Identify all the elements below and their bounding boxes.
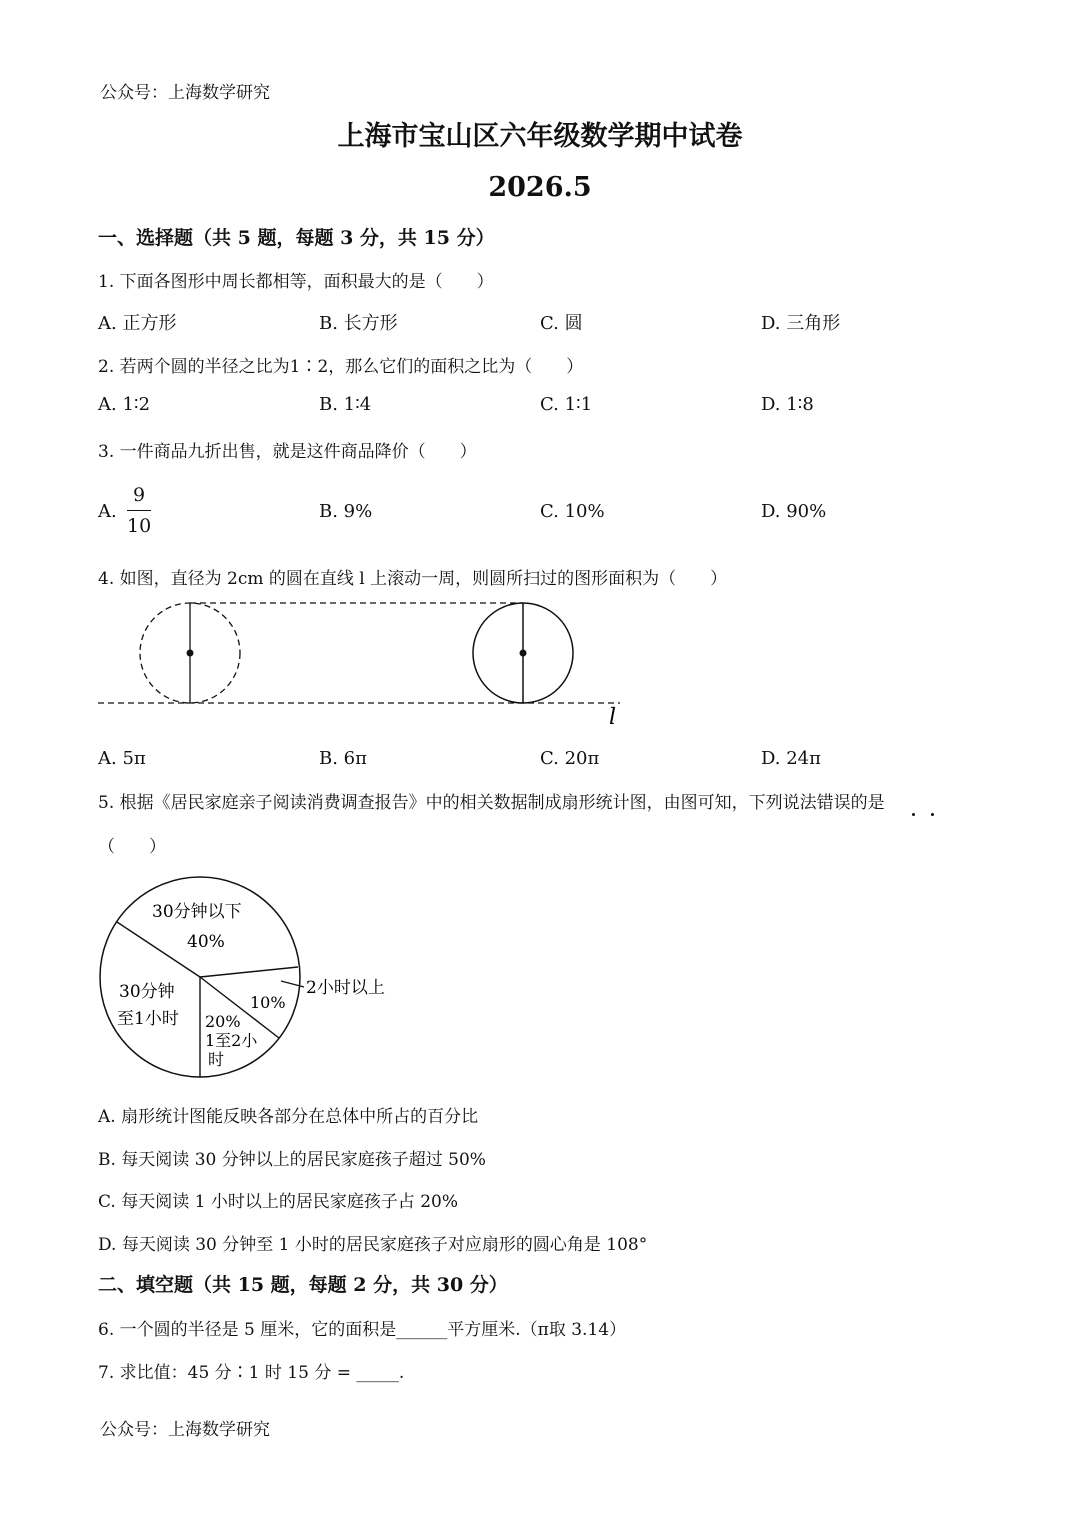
section-1-heading: 一、选择题（共 5 题，每题 3 分，共 15 分） — [98, 227, 495, 249]
emphasis-dot — [931, 813, 934, 816]
question-3: 3. 一件商品九折出售，就是这件商品降价（ ） — [98, 442, 477, 462]
q4-option-c: C. 20π — [540, 748, 600, 769]
q4-option-a: A. 5π — [98, 748, 146, 769]
question-5-paren: （ ） — [98, 837, 166, 857]
slice-label-under-30min: 30分钟以下 — [152, 902, 242, 922]
q2-option-b: B. 1∶4 — [319, 394, 372, 415]
exam-date: 2026.5 — [488, 172, 592, 203]
question-6: 6. 一个圆的半径是 5 厘米，它的面积是______平方厘米.（π取 3.14） — [98, 1320, 627, 1340]
q2-option-c: C. 1∶1 — [540, 394, 593, 415]
q1-option-c: C. 圆 — [540, 313, 583, 334]
question-7: 7. 求比值：45 分∶1 时 15 分 = _____. — [98, 1363, 405, 1383]
slice-pct-under-30min: 40% — [187, 932, 225, 952]
emphasis-dot — [912, 813, 915, 816]
q1-option-a: A. 正方形 — [98, 313, 177, 334]
q5-option-a: A. 扇形统计图能反映各部分在总体中所占的百分比 — [98, 1107, 479, 1127]
q5-option-d: D. 每天阅读 30 分钟至 1 小时的居民家庭孩子对应扇形的圆心角是 108° — [98, 1235, 648, 1255]
question-4: 4. 如图，直径为 2cm 的圆在直线 l 上滚动一周，则圆所扫过的图形面积为（ ） — [98, 569, 728, 589]
q1-option-b: B. 长方形 — [319, 313, 398, 334]
rolling-circle-figure — [90, 596, 650, 731]
fraction-denominator: 10 — [127, 515, 152, 537]
question-1: 1. 下面各图形中周长都相等，面积最大的是（ ） — [98, 272, 494, 292]
question-2: 2. 若两个圆的半径之比为1∶2，那么它们的面积之比为（ ） — [98, 357, 584, 377]
q3-option-a-fraction — [127, 484, 151, 537]
section-2-heading: 二、填空题（共 15 题，每题 2 分，共 30 分） — [98, 1274, 508, 1296]
q3-option-b: B. 9% — [319, 501, 373, 522]
end-circle-center — [520, 650, 527, 657]
q2-option-a: A. 1∶2 — [98, 394, 151, 415]
start-circle-center — [187, 650, 194, 657]
q2-option-d: D. 1∶8 — [761, 394, 814, 415]
line-l-label: l — [609, 705, 617, 730]
q3-option-d: D. 90% — [761, 501, 827, 522]
fraction-bar — [127, 510, 151, 511]
reading-time-pie-chart — [90, 860, 430, 1090]
question-5: 5. 根据《居民家庭亲子阅读消费调查报告》中的相关数据制成扇形统计图，由图可知，下列说法错误的是 — [98, 793, 885, 813]
slice-label-over-2h: 2小时以上 — [306, 978, 385, 998]
slice-label-1h-2h-b: 时 — [208, 1050, 225, 1069]
q3-option-c: C. 10% — [540, 501, 605, 522]
slice-pct-1h-2h: 20% — [205, 1012, 241, 1031]
slice-pct-over-2h: 10% — [250, 993, 286, 1012]
fraction-numerator: 9 — [133, 484, 146, 506]
q1-option-d: D. 三角形 — [761, 313, 841, 334]
q5-option-c: C. 每天阅读 1 小时以上的居民家庭孩子占 20% — [98, 1192, 459, 1212]
footer-source: 公众号：上海数学研究 — [100, 1420, 270, 1440]
slice-label-30min-1h-a: 30分钟 — [119, 982, 175, 1002]
slice-label-1h-2h-a: 1至2小 — [205, 1031, 258, 1050]
q4-option-b: B. 6π — [319, 748, 367, 769]
slice-label-30min-1h-b: 至1小时 — [117, 1009, 179, 1029]
q4-option-d: D. 24π — [761, 748, 821, 769]
header-source: 公众号：上海数学研究 — [100, 83, 270, 103]
q3-option-a-label: A. — [98, 501, 117, 522]
page-title: 上海市宝山区六年级数学期中试卷 — [337, 121, 743, 152]
pie-divider — [200, 967, 298, 977]
q5-option-b: B. 每天阅读 30 分钟以上的居民家庭孩子超过 50% — [98, 1150, 486, 1170]
